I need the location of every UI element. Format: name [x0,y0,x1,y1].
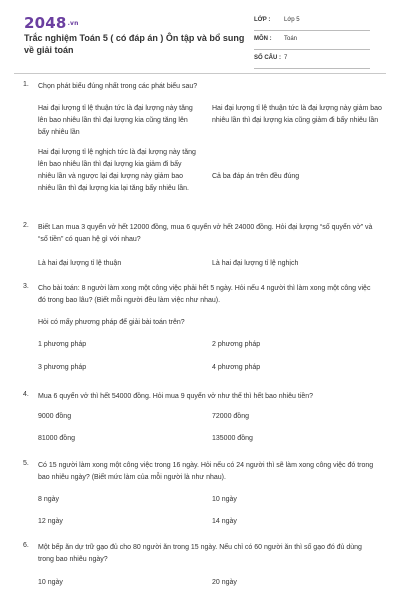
answer-option[interactable]: Hai đại lượng tỉ lệ nghịch tức là đại lượng này tăng lên bao nhiêu lần thì đại lượng kia giảm đi bấy nhiêu lần và ngược lại đại lượng này giảm bao nhiêu lần thì đại lượng kia lại tăng bấy nhiêu lần. [38,149,196,192]
question-text: Mua 6 quyển vở thì hết 54000 đồng. Hỏi mua 9 quyển vở như thế thì hết bao nhiêu tiền? [38,393,313,400]
answer-option[interactable]: 20 ngày [212,579,237,586]
meta-row-class [254,12,370,31]
question-number: 6. [23,542,29,549]
page-header [0,0,400,72]
brand-logo[interactable] [24,14,79,32]
answer-option[interactable]: 1 phương pháp [38,341,87,348]
answer-option[interactable]: Cả ba đáp án trên đều đúng [212,173,300,180]
meta-row-count [254,50,370,69]
meta-value: Toán [284,36,298,42]
answer-option[interactable]: 10 ngày [38,579,63,586]
answer-option[interactable]: 3 phương pháp [38,364,87,371]
answer-option[interactable]: Là hai đại lượng tỉ lệ nghịch [212,260,299,267]
question-text: Biết Lan mua 3 quyển vở hết 12000 đồng, mua 6 quyển vở hết 24000 đồng. Hỏi đại lượng “số quyển vở” và “số tiền” có quan hệ gì với nhau? [38,224,373,243]
meta-value: Lớp 5 [284,17,300,23]
answer-option[interactable]: 8 ngày [38,496,60,503]
answer-option[interactable]: 10 ngày [212,496,237,503]
meta-key: LỚP : [254,17,271,23]
question-number: 2. [23,222,29,229]
quiz-title: Trắc nghiệm Toán 5 ( có đáp án ) Ôn tập và bổ sung về giải toán [24,33,245,55]
question-text: Chọn phát biểu đúng nhất trong các phát biểu sau? [38,83,198,90]
answer-option[interactable]: 135000 đồng [212,435,253,442]
answer-option[interactable]: 14 ngày [212,518,237,525]
brand-name: 2048 [24,14,67,32]
meta-key: SỐ CÂU : [254,55,281,61]
answer-option[interactable]: 72000 đồng [212,413,249,420]
question-number: 5. [23,460,29,467]
question-text: Có 15 người làm xong một công việc trong 16 ngày. Hỏi nếu có 24 người thì sẽ làm xong công việc đó trong bao nhiêu ngày? (Biết mức làm của mỗi người là như nhau). [38,462,374,481]
question-text: Một bếp ăn dự trữ gạo đủ cho 80 người ăn trong 15 ngày. Nếu chỉ có 60 người ăn thì số gạo đó đủ dùng trong bao nhiêu ngày? [38,544,362,563]
answer-option[interactable]: Hai đại lượng tỉ lệ thuận tức là đại lượng này giảm bao nhiêu lần thì đại lượng kia cũng giảm đi bấy nhiêu lần [212,105,382,124]
answer-option[interactable]: 4 phương pháp [212,364,261,371]
meta-value: 7 [284,55,288,61]
question-text: Cho bài toán: 8 người làm xong một công việc phải hết 5 ngày. Hỏi nếu 4 người thì làm xong một công việc đó trong bao lâu? (Biết mỗi người đều làm việc như nhau). [38,285,371,304]
quiz-meta-table [254,12,370,69]
meta-key: MÔN : [254,36,272,42]
question-number: 1. [23,81,29,88]
answer-option[interactable]: 2 phương pháp [212,341,261,348]
answer-option[interactable]: 12 ngày [38,518,63,525]
answer-option[interactable]: Hai đại lượng tỉ lệ thuận tức là đại lượng này tăng lên bao nhiêu lần thì đại lượng kia cũng tăng lên bấy nhiêu lần [38,105,193,136]
question-number: 3. [23,283,29,290]
answer-option[interactable]: 9000 đồng [38,413,72,420]
meta-row-subject [254,31,370,50]
answer-option[interactable]: Là hai đại lượng tỉ lệ thuận [38,260,122,267]
brand-suffix: .vn [67,20,79,27]
header-divider [14,73,386,74]
question-number: 4. [23,391,29,398]
question-subtext: Hỏi có mấy phương pháp để giải bài toán trên? [38,319,185,326]
answer-option[interactable]: 81000 đồng [38,435,75,442]
